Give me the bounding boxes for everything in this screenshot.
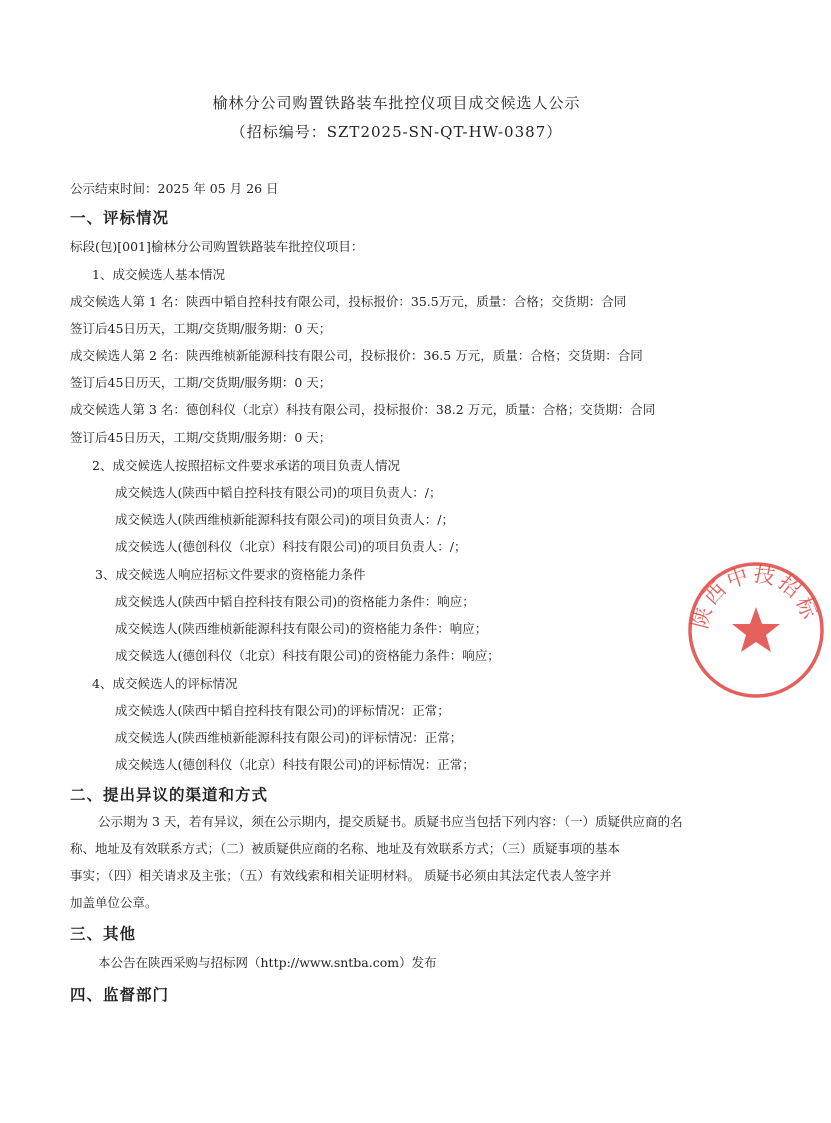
publication-note: 本公告在陕西采购与招标网（http://www.sntba.com）发布 [98, 955, 437, 970]
qualification-item: 成交候选人(陕西中韬自控科技有限公司)的资格能力条件：响应； [115, 594, 475, 609]
qualification-item: 成交候选人(陕西维桢新能源科技有限公司)的资格能力条件：响应； [115, 621, 488, 636]
section1-heading: 一、评标情况 [70, 208, 170, 227]
evaluation-item: 成交候选人(德创科仪（北京）科技有限公司)的评标情况：正常； [115, 757, 475, 772]
section3-heading: 三、其他 [70, 924, 137, 943]
section2-heading: 二、提出异议的渠道和方式 [70, 785, 269, 804]
tender-number: （招标编号：SZT2025-SN-QT-HW-0387） [230, 123, 563, 141]
objection-paragraph-line: 事实；（四）相关请求及主张；（五）有效线索和相关证明材料。 质疑书必须由其法定代表人签字并 [70, 868, 612, 883]
sub2-heading: 2、成交候选人按照招标文件要求承诺的项目负责人情况 [92, 458, 400, 473]
project-leader-item: 成交候选人(陕西维桢新能源科技有限公司)的项目负责人：/； [115, 512, 454, 527]
candidate2-line2: 签订后45日历天，工期/交货期/服务期：0 天； [70, 375, 332, 390]
candidate2-line1: 成交候选人第 2 名：陕西维桢新能源科技有限公司，投标报价：36.5 万元，质量：合格；交货期：合同 [70, 348, 643, 363]
company-seal [681, 555, 831, 705]
sub4-heading: 4、成交候选人的评标情况 [92, 676, 238, 691]
project-leader-item: 成交候选人(德创科仪（北京）科技有限公司)的项目负责人：/； [115, 539, 467, 554]
document-title: 榆林分公司购置铁路装车批控仪项目成交候选人公示 [212, 94, 581, 112]
seal-graphic [681, 555, 831, 705]
evaluation-item: 成交候选人(陕西维桢新能源科技有限公司)的评标情况：正常； [115, 730, 463, 745]
objection-paragraph-line: 公示期为 3 天，若有异议，须在公示期内，提交质疑书。质疑书应当包括下列内容：（一）质疑供应商的名 [98, 814, 683, 829]
sub1-heading: 1、成交候选人基本情况 [92, 267, 225, 282]
evaluation-item: 成交候选人(陕西中韬自控科技有限公司)的评标情况：正常； [115, 703, 450, 718]
candidate1-line1: 成交候选人第 1 名：陕西中韬自控科技有限公司，投标报价：35.5万元，质量：合格；交货期：合同 [70, 294, 627, 309]
candidate3-line2: 签订后45日历天，工期/交货期/服务期：0 天； [70, 430, 332, 445]
lot-title: 标段(包)[001]榆林分公司购置铁路装车批控仪项目： [70, 239, 364, 254]
objection-paragraph-line: 称、地址及有效联系方式；（二）被质疑供应商的名称、地址及有效联系方式；（三）质疑事项的基本 [70, 841, 621, 856]
candidate3-line1: 成交候选人第 3 名：德创科仪（北京）科技有限公司，投标报价：38.2 万元，质量：合格；交货期：合同 [70, 402, 656, 417]
candidate1-line2: 签订后45日历天，工期/交货期/服务期：0 天； [70, 321, 332, 336]
svg-text:陕西中技招标有限: 陕西中技招标 [688, 561, 823, 632]
objection-paragraph-line: 加盖单位公章。 [70, 895, 158, 910]
announcement-end-time: 公示结束时间：2025 年 05 月 26 日 [70, 181, 279, 196]
sub3-heading: 3、成交候选人响应招标文件要求的资格能力条件 [95, 567, 366, 582]
section4-heading: 四、监督部门 [70, 985, 170, 1004]
project-leader-item: 成交候选人(陕西中韬自控科技有限公司)的项目负责人：/； [115, 485, 442, 500]
qualification-item: 成交候选人(德创科仪（北京）科技有限公司)的资格能力条件：响应； [115, 648, 500, 663]
